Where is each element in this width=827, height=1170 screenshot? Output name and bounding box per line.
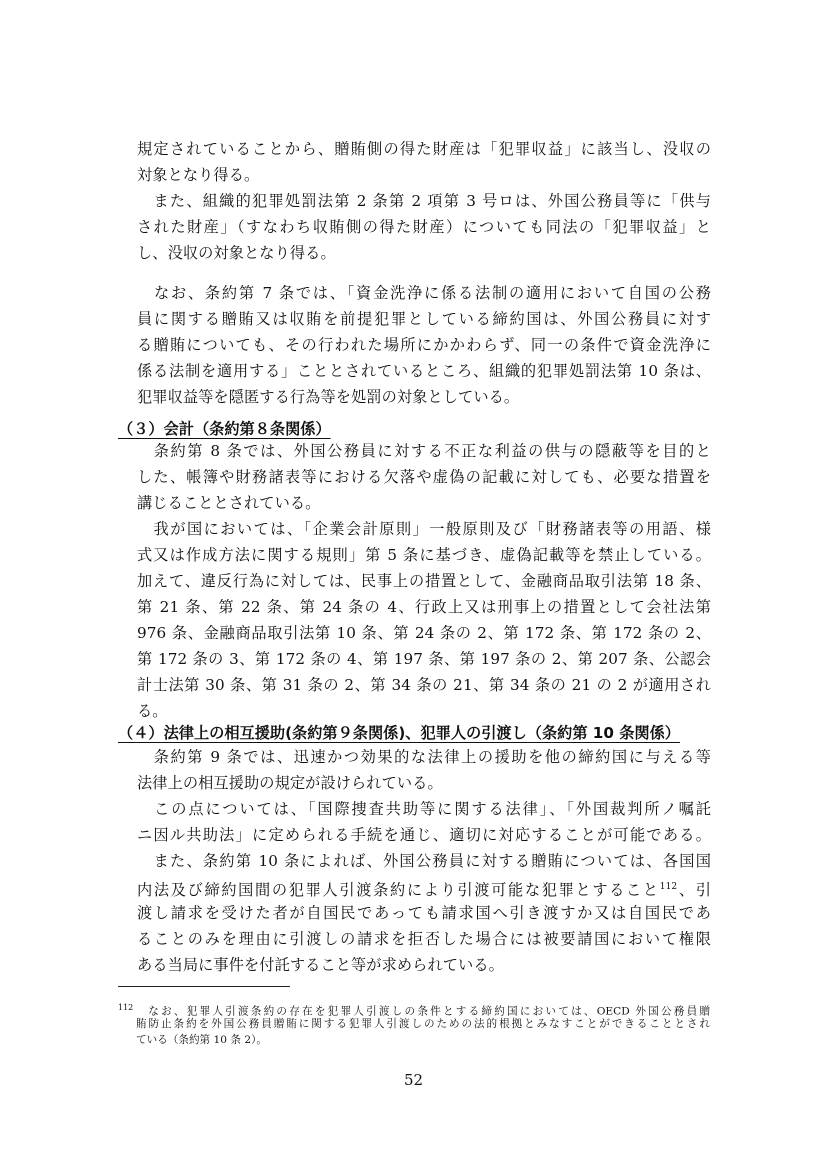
text-line: 員に関する贈賄又は収賄を前提犯罪としている締約国は、外国公務員に対す <box>137 310 711 328</box>
footnote-separator <box>118 986 290 987</box>
footnote <box>118 1000 710 1048</box>
text-line: 犯罪収益等を隠匿する行為等を処罰の対象としている。 <box>137 388 520 406</box>
paragraph-article7-note <box>137 280 711 410</box>
text-line: る。 <box>137 702 168 720</box>
footnote-number: 112 <box>118 1003 134 1012</box>
text-line: 規定されていることから、贈賄側の得た財産は「犯罪収益」に該当し、没収の <box>137 140 711 158</box>
text-line: 条約第 9 条では、迅速かつ効果的な法律上の援助を他の締約国に与える等 <box>137 748 711 766</box>
footnote-reference[interactable]: 112 <box>659 882 678 892</box>
text-line: 第 172 条の 3、第 172 条の 4、第 197 条、第 197 条の 2、第 207 条、公認会 <box>137 650 711 668</box>
page-number: 52 <box>403 1071 424 1089</box>
text-line: 係る法制を適用する」こととされているところ、組織的犯罪処罰法第 10 条は、 <box>137 362 711 380</box>
text-line: 加えて、違反行為に対しては、民事上の措置として、金融商品取引法第 18 条、 <box>137 572 711 590</box>
text-segment: 内法及び締約国間の犯罪人引渡条約により引渡可能な犯罪とすること <box>137 881 660 900</box>
text-line: 渡し請求を受けた者が自国民であっても請求国へ引き渡すか又は自国民であ <box>137 904 711 922</box>
text-line: ニ因ル共助法」に定められる手続を通じ、適切に対応することが可能である。 <box>137 826 711 844</box>
footnote-text: なお、犯罪人引渡条約の存在を犯罪人引渡しの条件とする締約国においては、OECD 外国公務員贈 <box>133 1005 710 1018</box>
text-line: 第 21 条、第 22 条、第 24 条の 4、行政上又は刑事上の措置として会社法第 <box>137 598 711 616</box>
text-line: 計士法第 30 条、第 31 条の 2、第 34 条の 21、第 34 条の 21 の 2 が適用され <box>137 676 711 694</box>
section-heading-accounting: （３）会計（条約第８条関係） <box>118 420 331 438</box>
text-line: また、組織的犯罪処罰法第 2 条第 2 項第 3 号ロは、外国公務員等に「供与 <box>137 192 711 210</box>
text-line: この点については、「国際捜査共助等に関する法律」、「外国裁判所ノ嘱託 <box>137 800 711 818</box>
footnote-line <box>118 1000 710 1016</box>
section-accounting-body <box>137 438 711 724</box>
text-line: した、帳簿や財務諸表等における欠落や虚偽の記載に対しても、必要な措置を <box>137 468 711 486</box>
text-line: また、条約第 10 条によれば、外国公務員に対する贈賄については、各国国 <box>137 852 711 870</box>
text-line: 講じることとされている。 <box>137 494 321 512</box>
text-line: 法律上の相互援助の規定が設けられている。 <box>137 774 443 792</box>
footnote-line: ている（条約第 10 条 2）。 <box>136 1034 267 1046</box>
section-heading-mutual-assistance: （４）法律上の相互援助(条約第９条関係)、犯罪人の引渡し（条約第 10 条関係） <box>118 724 680 742</box>
text-line: 我が国においては、「企業会計原則」一般原則及び「財務諸表等の用語、様 <box>137 520 711 538</box>
text-line: る贈賄についても、その行われた場所にかかわらず、同一の条件で資金洗浄に <box>137 336 711 354</box>
paragraph-proceeds <box>137 136 711 266</box>
footnote-line: 賄防止条約を外国公務員贈賄に関する犯罪人引渡しのための法的根拠とみなすことができることとされ <box>136 1018 710 1030</box>
text-line: なお、条約第 7 条では、「資金洗浄に係る法制の適用において自国の公務 <box>137 284 711 302</box>
text-line: 976 条、金融商品取引法第 10 条、第 24 条の 2、第 172 条、第 172 条の 2、 <box>137 624 711 642</box>
text-line: し、没収の対象となり得る。 <box>137 244 336 262</box>
text-line: 対象となり得る。 <box>137 166 260 184</box>
text-segment: 、引 <box>677 881 711 900</box>
text-line: 条約第 8 条では、外国公務員に対する不正な利益の供与の隠蔽等を目的と <box>137 442 711 460</box>
text-line: ることのみを理由に引渡しの請求を拒否した場合には被要請国において権限 <box>137 930 711 948</box>
text-line: 式又は作成方法に関する規則」第 5 条に基づき、虚偽記載等を禁止している。 <box>137 546 711 564</box>
section-mutual-assistance-body <box>137 744 711 978</box>
text-line: された財産」（すなわち収賄側の得た財産）についても同法の「犯罪収益」と <box>137 218 711 236</box>
text-line-with-footnote-ref <box>137 874 711 900</box>
text-line: ある当局に事件を付託すること等が求められている。 <box>137 956 504 974</box>
